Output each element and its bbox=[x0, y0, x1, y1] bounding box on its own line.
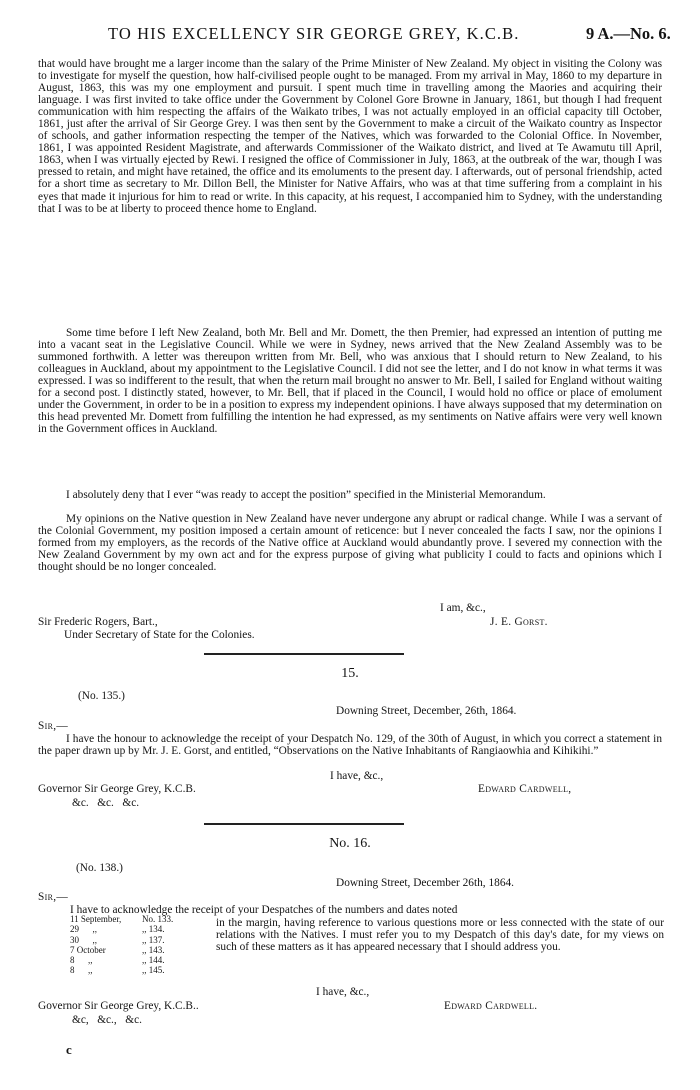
letter15-reference: (No. 135.) bbox=[78, 690, 125, 702]
letter16-closing: I have, &c., bbox=[316, 986, 370, 998]
section-divider-2 bbox=[204, 823, 404, 825]
letter16-etc: &c, &c., &c. bbox=[72, 1014, 142, 1026]
letter14-paragraph-2: Some time before I left New Zealand, both Mr. Bell and Mr. Domett, the then Premier, had expressed an intention of putting me into a vacant seat in the Legislative Council. While we were in Sydney, news arrived that the New Zealand Assembly was to be summoned forthwith. A letter was thereupon written from Mr. Bell, who was anxious that I should return to New Zealand, to his colleagues in Auckland, about my appointment to the Legislative Council. I did not see the letter, and I do not know in what terms it was expressed. I was so indifferent to the result, that when the return mail brought no answer to Mr. Bell, I sailed for England without waiting for a second post. I distinctly stated, however, to Mr. Bell, that if placed in the Council, I would hold no office or place of emolument under the Government, in order to be in a position to express my independent opinions. I have always supposed that my determination on this head prevented Mr. Domett from fulfilling the intention he had expressed, as my sentiments on Native affairs were very well known in the Government offices in Auckland. bbox=[38, 327, 662, 436]
letter16-reference: (No. 138.) bbox=[76, 862, 123, 874]
letter14-paragraph-4: My opinions on the Native question in New Zealand have never undergone any abrupt or radical change. While I was a servant of the Colonial Government, my position imposed a certain amount of reticence: but I never concealed the facts I saw, nor the opinions I formed from my employers, as the records of the Native office at Auckland would abundantly prove. I severed my connection with the New Zealand Government by my own act and for the express purpose of giving what publicity I could to facts and opinions which I thought should be no longer concealed. bbox=[38, 513, 662, 574]
letter15-etc: &c. &c. &c. bbox=[72, 797, 140, 809]
margin-entry: 30 ,, ,, 137. bbox=[70, 934, 165, 945]
letter15-signature: Edward Cardwell, bbox=[478, 783, 572, 795]
letter14-closing: I am, &c., bbox=[440, 602, 486, 614]
letter16-body: in the margin, having reference to various questions more or less connected with the state of our relations with the Natives. I must refer you to my Despatch of this day's date, for my views on such of these matters as it has appeared necessary that I should address you. bbox=[216, 917, 664, 954]
letter16-body-lead: I have to acknowledge the receipt of your Despatches of the numbers and dates noted bbox=[70, 904, 458, 916]
letter15-salutation: Sir,— bbox=[38, 720, 68, 732]
header-title: TO HIS EXCELLENCY SIR GEORGE GREY, K.C.B. bbox=[108, 24, 520, 43]
letter16-signature: Edward Cardwell. bbox=[444, 1000, 538, 1012]
signature-mark: c bbox=[66, 1042, 72, 1057]
letter14-addressee-name: Sir Frederic Rogers, Bart., bbox=[38, 616, 158, 628]
section-divider-1 bbox=[204, 653, 404, 655]
despatch-margin-list bbox=[70, 914, 210, 976]
margin-entry: 8 ,, ,, 144. bbox=[70, 955, 165, 966]
letter14-addressee-title: Under Secretary of State for the Colonies. bbox=[64, 629, 255, 641]
letter15-closing: I have, &c., bbox=[330, 770, 384, 782]
letter14-signature: J. E. Gorst. bbox=[490, 616, 548, 628]
letter16-salutation: Sir,— bbox=[38, 891, 68, 903]
letter14-paragraph-3: I absolutely deny that I ever “was ready to accept the position” specified in the Ministerial Memorandum. bbox=[66, 489, 546, 501]
letter15-place-date: Downing Street, December, 26th, 1864. bbox=[336, 705, 517, 717]
letter15-heading: 15. bbox=[341, 666, 359, 681]
margin-entry: 7 October ,, 143. bbox=[70, 944, 165, 955]
letter16-addressee: Governor Sir George Grey, K.C.B.. bbox=[38, 1000, 199, 1012]
page-number: 9 A.—No. 6. bbox=[586, 24, 671, 43]
letter15-body: I have the honour to acknowledge the receipt of your Despatch No. 129, of the 30th of August, in which you correct a statement in the paper drawn up by Mr. J. E. Gorst, and entitled, “Observations on the Native Inhabitants of Rangiaowhia and Kihikihi.” bbox=[38, 733, 662, 758]
letter15-addressee: Governor Sir George Grey, K.C.B. bbox=[38, 783, 196, 795]
margin-entry: 29 ,, ,, 134. bbox=[70, 924, 165, 935]
running-header bbox=[0, 24, 700, 48]
letter14-paragraph-1: that would have brought me a larger income than the salary of the Prime Minister of New Zealand. My object in visiting the Colony was to investigate for myself the question, how half-civilised people ought to be managed. From my arrival in May, 1860 to my departure in August, 1863, this was my one employment and pursuit. I spent much time in travelling among the Maories and acquiring their language. I was first invited to take office under the Government by Colonel Gore Browne in January, 1861, but though I had frequent communication with him respecting the affairs of the Waikato tribes, I was not actually employed in an official capacity till October, 1861, just after the arrival of Sir George Grey. I was then sent by the Government to make a circuit of the Waikato country as Inspector of schools, and gather information respecting the temper of the Natives, which was forwarded to the Colonial Office. In November, 1861, I was appointed Resident Magistrate, and afterwards Commissioner of the Waikato district, and lived at Te Awamutu till April, 1863, when I was virtually ejected by Rewi. I resigned the office of Commissioner in July, 1863, at the outbreak of the war, though I was pressed to retain, and might have retained, the office and its emoluments to the present day. I afterwards, out of personal friendship, acted for a short time as secretary to Mr. Dillon Bell, the Minister for Native Affairs, who was at that time suffering from a complaint in his eyes that made it injurious for him to read or write. In this capacity, at his request, I accompanied him to Sydney, with the understanding that I was to be at liberty to proceed thence home to England. bbox=[38, 58, 662, 215]
letter16-place-date: Downing Street, December 26th, 1864. bbox=[336, 877, 514, 889]
letter16-heading: No. 16. bbox=[329, 836, 371, 851]
margin-entry: 8 ,, ,, 145. bbox=[70, 965, 165, 976]
margin-entry: 11 September, No. 133. bbox=[70, 914, 174, 924]
